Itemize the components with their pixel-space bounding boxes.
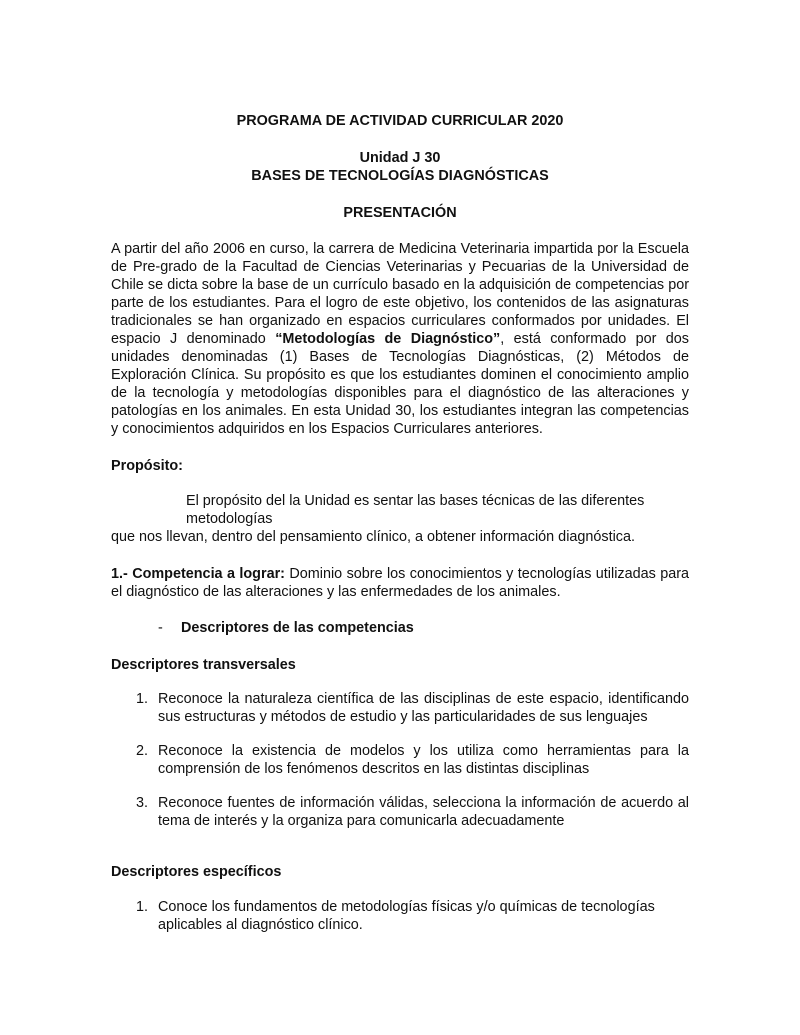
unit-code: Unidad J 30 [359, 150, 441, 166]
transversal-heading: Descriptores transversales [111, 657, 296, 673]
list-item-text: Reconoce la existencia de modelos y los utiliza como herramientas para la comprensión de los fenómenos descritos en las distintas disciplinas [158, 743, 689, 777]
competence-text: Dominio sobre los conocimientos y tecnologías utilizadas para el diagnóstico de las alteraciones y las enfermedades de los animales. [111, 566, 689, 600]
competence-label: 1.- Competencia a lograr: [111, 566, 285, 582]
list-item-number: 1. [136, 899, 149, 915]
list-item-number: 2. [136, 743, 149, 759]
presentation-text-part1: A partir del año 2006 en curso, la carrera de Medicina Veterinaria impartida por la Escuela de Pre-grado de la Facultad de Ciencias Veterinarias y Pecuarias de la Universidad de Chile se dicta sobre la base de un currículo basado en la adquisición de competencias por parte de los estudiantes. Para el logro de este objetivo, los contenidos de las asignaturas tradicionales se han organizado en espacios curriculares conformados por unidades. El espacio J denominado [111, 241, 689, 347]
competence-paragraph [111, 565, 689, 601]
presentation-bold-term: “Metodologías de Diagnóstico” [275, 331, 501, 347]
purpose-paragraph [111, 492, 689, 546]
purpose-line-2: que nos llevan, dentro del pensamiento clínico, a obtener información diagnóstica. [111, 529, 635, 545]
presentation-paragraph [111, 240, 689, 438]
purpose-line-1: El propósito del la Unidad es sentar las bases técnicas de las diferentes metodologías [186, 493, 645, 527]
presentation-text-part2: , está conformado por dos unidades denominadas (1) Bases de Tecnologías Diagnósticas, (2) Métodos de Exploración Clínica. Su propósito es que los estudiantes dominen el conocimiento amplio de la tecnología y metodologías disponibles para el diagnóstico de las alteraciones y patologías en los animales. En esta Unidad 30, los estudiantes integran las competencias y conocimientos adquiridos en los Espacios Curriculares anteriores. [111, 331, 689, 437]
descriptors-heading: Descriptores de las competencias [181, 620, 414, 636]
program-title: PROGRAMA DE ACTIVIDAD CURRICULAR 2020 [236, 113, 564, 129]
list-item-text: Reconoce la naturaleza científica de las disciplinas de este espacio, identificando sus estructuras y métodos de estudio y las particularidades de sus lenguajes [158, 691, 689, 725]
dash-bullet: - [158, 620, 163, 636]
list-item-number: 1. [136, 691, 149, 707]
specific-heading: Descriptores específicos [111, 864, 282, 880]
list-item-text: Reconoce fuentes de información válidas, selecciona la información de acuerdo al tema de interés y la organiza para comunicarla adecuadamente [158, 795, 689, 829]
purpose-heading: Propósito: [111, 458, 183, 474]
unit-name: BASES DE TECNOLOGÍAS DIAGNÓSTICAS [251, 168, 549, 184]
section-title: PRESENTACIÓN [343, 205, 457, 221]
list-item-text: Conoce los fundamentos de metodologías físicas y/o químicas de tecnologías aplicables al diagnóstico clínico. [158, 899, 655, 933]
list-item-number: 3. [136, 795, 149, 811]
